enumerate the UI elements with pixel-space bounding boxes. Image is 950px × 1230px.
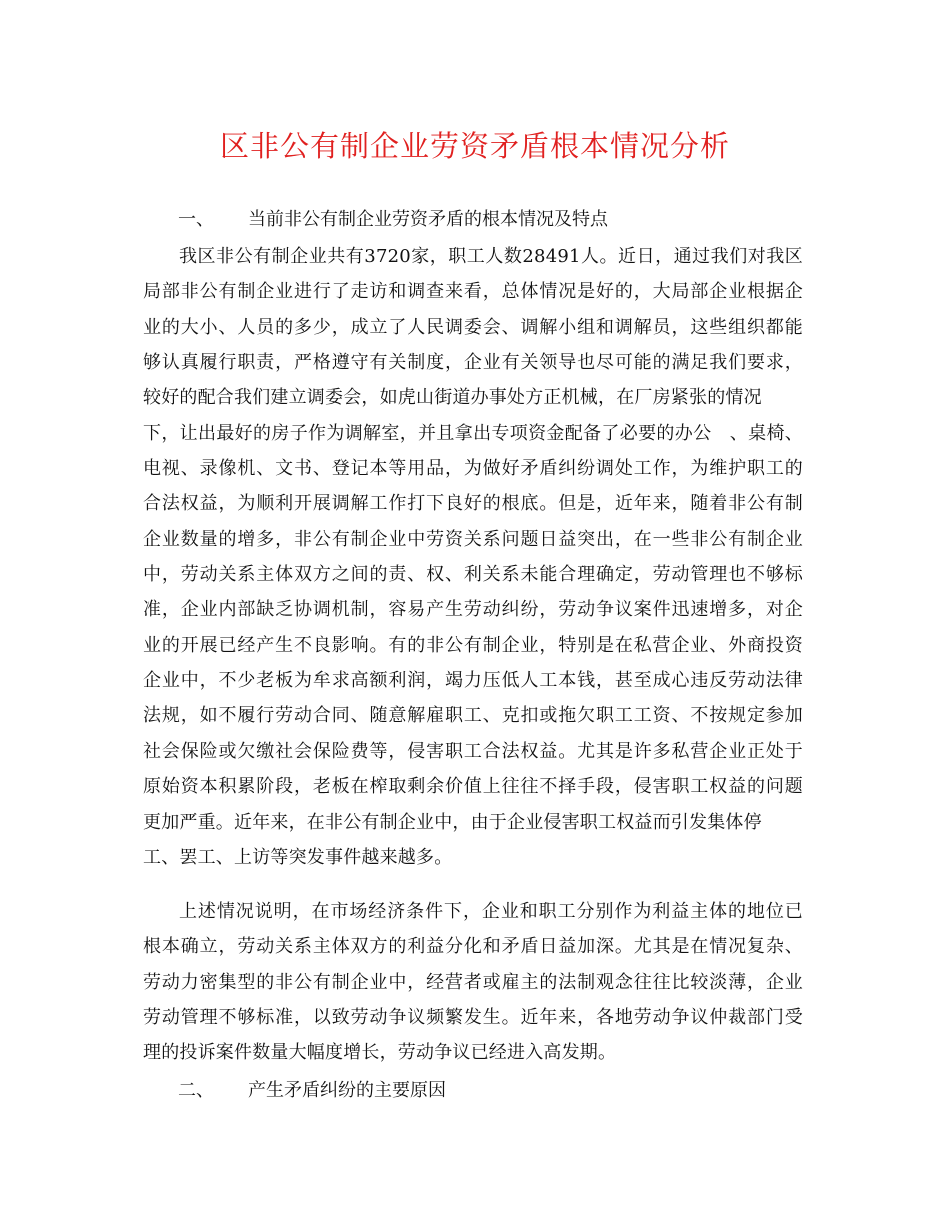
paragraph-1 <box>143 239 803 875</box>
paragraph-line: 社会保险或欠缴社会保险费等，侵害职工合法权益。尤其是许多私营企业正处于 <box>143 740 803 762</box>
paragraph-line: 根本确立，劳动关系主体双方的利益分化和矛盾日益加深。尤其是在情况复杂、 <box>143 936 803 958</box>
section-title-2: 产生矛盾纠纷的主要原因 <box>248 1080 446 1101</box>
paragraph-2 <box>143 894 803 1071</box>
paragraph-line: 够认真履行职责，严格遵守有关制度，企业有关领导也尽可能的满足我们要求， <box>143 352 803 374</box>
section-heading-1 <box>178 203 608 237</box>
paragraph-line: 较好的配合我们建立调委会，如虎山街道办事处方正机械，在厂房紧张的情况 <box>143 387 762 409</box>
paragraph-line: 业的大小、人员的多少，成立了人民调委会、调解小组和调解员，这些组织都能 <box>143 316 803 338</box>
section-heading-2 <box>178 1074 446 1108</box>
paragraph-line: 劳动管理不够标准，以致劳动争议频繁发生。近年来，各地劳动争议仲裁部门受 <box>143 1007 803 1029</box>
paragraph-line: 我区非公有制企业共有3720家，职工人数28491人。近日，通过我们对我区 <box>179 246 803 267</box>
section-number-2: 二、 <box>178 1080 214 1101</box>
paragraph-line: 工、罢工、上访等突发事件越来越多。 <box>143 846 453 868</box>
paragraph-line: 准，企业内部缺乏协调机制，容易产生劳动纠纷，劳动争议案件迅速增多，对企 <box>143 599 803 621</box>
paragraph-line: 企业数量的增多，非公有制企业中劳资关系问题日益突出，在一些非公有制企业 <box>143 528 803 550</box>
paragraph-line: 业的开展已经产生不良影响。有的非公有制企业，特别是在私营企业、外商投资 <box>143 634 803 656</box>
paragraph-line: 上述情况说明，在市场经济条件下，企业和职工分别作为利益主体的地位已 <box>179 901 803 922</box>
paragraph-line: 合法权益，为顺利开展调解工作打下良好的根底。但是，近年来，随着非公有制 <box>143 493 803 515</box>
paragraph-line: 法规，如不履行劳动合同、随意解雇职工、克扣或拖欠职工工资、不按规定参加 <box>143 705 803 727</box>
document-title: 区非公有制企业劳资矛盾根本情况分析 <box>219 129 730 163</box>
paragraph-line: 企业中，不少老板为牟求高额利润，竭力压低人工本钱，甚至成心违反劳动法律 <box>143 670 803 692</box>
paragraph-line: 理的投诉案件数量大幅度增长，劳动争议已经进入高发期。 <box>143 1042 617 1064</box>
paragraph-line: 电视、录像机、文书、登记本等用品，为做好矛盾纠纷调处工作，为维护职工的 <box>143 458 803 480</box>
paragraph-line: 原始资本积累阶段，老板在榨取剩余价值上往往不择手段，侵害职工权益的问题 <box>143 776 803 798</box>
paragraph-line: 劳动力密集型的非公有制企业中，经营者或雇主的法制观念往往比较淡薄，企业 <box>143 971 803 993</box>
paragraph-line: 局部非公有制企业进行了走访和调查来看，总体情况是好的，大局部企业根据企 <box>143 281 803 303</box>
paragraph-line: 下，让出最好的房子作为调解室，并且拿出专项资金配备了必要的办公 、桌椅、 <box>143 422 803 444</box>
section-title-1: 当前非公有制企业劳资矛盾的根本情况及特点 <box>248 209 608 230</box>
paragraph-line: 更加严重。近年来，在非公有制企业中，由于企业侵害职工权益而引发集体停 <box>143 811 762 833</box>
section-number-1: 一、 <box>178 209 214 230</box>
paragraph-line: 中，劳动关系主体双方之间的责、权、利关系未能合理确定，劳动管理也不够标 <box>143 564 803 586</box>
